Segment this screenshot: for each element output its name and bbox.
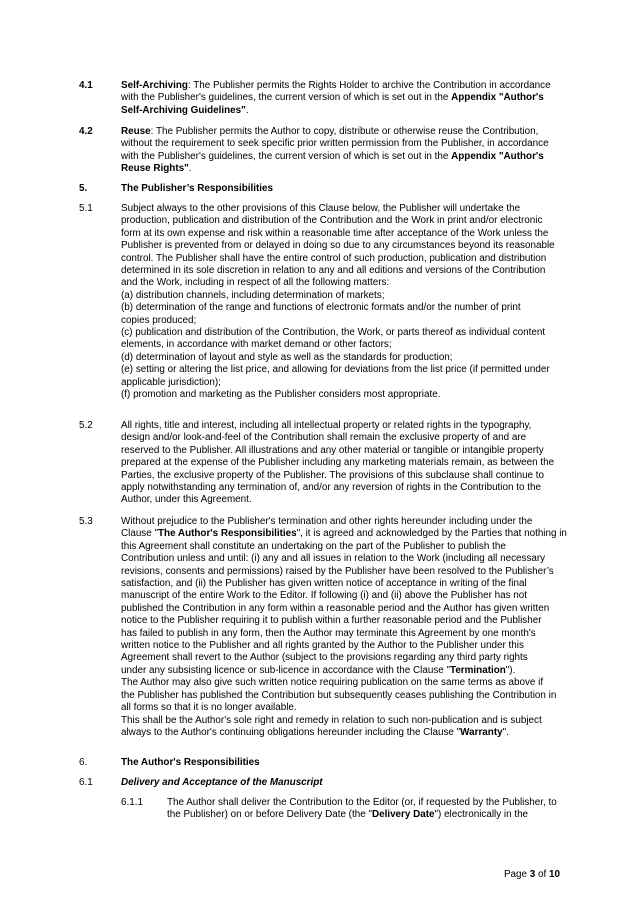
clause-heading: Self-Archiving [121, 80, 188, 91]
clause-body [121, 126, 563, 176]
page-number: 3 [529, 869, 536, 880]
clause-body [121, 80, 563, 117]
clause-line: All rights, title and interest, including all intellectual property or related rights in the typography, [121, 420, 532, 431]
clause-line: elements, in accordance with market demand or other factors; [121, 339, 392, 351]
clause-line: The Author shall deliver the Contribution to the Editor (or, if requested by the Publisher, to [167, 797, 557, 808]
clause-line: notice to the Publisher requiring it to publish within a further reasonable period and the Publisher [121, 615, 542, 627]
section-number: 6. [79, 757, 88, 768]
clause-body [121, 420, 563, 507]
clause-text: : The Publisher permits the Rights Holder to archive the Contribution in accordance [187, 80, 551, 91]
clause-text: under any subsisting licence or sub-licence in accordance with the Clause " [121, 664, 451, 676]
clause-line: (e) setting or altering the list price, and allowing for deviations from the list price (if permitted under [121, 364, 550, 376]
clause-line: control. The Publisher shall have the entire control of such production, publication and distribution [121, 252, 547, 264]
clause-line: Without prejudice to the Publisher's termination and other rights hereunder including under the [121, 516, 533, 527]
clause-text: with the Publisher's guidelines, the current version of which is set out in the [121, 92, 449, 104]
clause-line: (b) determination of the range and functions of electronic formats and/or the number of print [121, 302, 521, 314]
clause-line: determined in its sole discretion in relation to any and all editions and versions of the Contribution [121, 265, 546, 277]
clause-line: and the Work, including in respect of all the following matters: [121, 277, 390, 289]
clause-text: with the Publisher's guidelines, the current version of which is set out in the [121, 150, 449, 162]
clause-line: Subject always to the other provisions of this Clause below, the Publisher will undertake the [121, 203, 521, 214]
page-total: 10 [549, 869, 560, 880]
clause-number: 4.1 [79, 80, 93, 91]
clause-number: 5.3 [79, 516, 93, 527]
clause-line: (a) distribution channels, including determination of markets; [121, 289, 385, 301]
clause-text: without the requirement to seek specific prior written permission from the Publisher, in accordance [121, 138, 549, 150]
clause-line: This shall be the Author's sole right and remedy in relation to such non-publication and is subject [121, 714, 542, 726]
page-number-footer [504, 869, 560, 880]
clause-line: Parties, the exclusive property of the Publisher. The provisions of this subclause shall continue to [121, 469, 545, 481]
clause-line: copies produced; [121, 314, 197, 326]
clause-text: ", it is agreed and acknowledged by the Parties that nothing in [296, 528, 567, 540]
clause-heading: Reuse [121, 126, 151, 137]
clause-line: this Agreement shall constitute an undertaking on the part of the Publisher to publish the [121, 540, 506, 552]
clause-line: production, publication and distribution of the Contribution and the Work in print and/or electronic [121, 215, 543, 227]
clause-line: Publisher is prevented from or delayed in doing so due to any circumstances beyond its reasonable [121, 240, 555, 252]
clause-line: all forms so that it is no longer available. [121, 702, 297, 714]
clause-text: "). [505, 664, 516, 676]
of-label: of [538, 869, 547, 880]
clause-number: 4.2 [79, 126, 93, 137]
clause-line: written notice to the Publisher and all rights granted by the Author to the Publisher under this [121, 640, 524, 652]
clause-body [121, 516, 567, 739]
clause-line: apply notwithstanding any termination of, and/or any reversion of rights in the Contribution to the [121, 482, 541, 494]
appendix-reference: Reuse Rights" [121, 163, 189, 175]
clause-body [167, 797, 563, 822]
defined-term: Delivery Date [371, 809, 435, 821]
clause-line: (d) determination of layout and style as well as the standards for production; [121, 351, 453, 363]
clause-text: . [245, 104, 249, 116]
clause-line: the Publisher has published the Contribution but subsequently ceases publishing the Contribution in [121, 689, 557, 701]
clause-number: 6.1.1 [121, 797, 143, 808]
clause-reference: Termination [450, 664, 506, 676]
page-label: Page [503, 869, 528, 880]
clause-line: reserved to the Publisher. All illustrations and any other material or tangible or intangible property [121, 444, 544, 456]
clause-text: : The Publisher permits the Author to copy, distribute or otherwise reuse the Contribution, [150, 126, 539, 137]
clause-reference: Warranty [460, 726, 503, 738]
clause-line: Agreement shall revert to the Author (subject to the provisions regarding any third party rights [121, 652, 528, 664]
clause-line: satisfaction, and (ii) the Publisher has given written notice of acceptance in writing of the final [121, 578, 527, 590]
clause-line: has failed to publish in any form, then the Author may terminate this Agreement by one month's [121, 627, 536, 639]
clause-line: published the Contribution in any form within a reasonable period and the Author has given written [121, 602, 550, 614]
clause-line: revisions, consents and permissions) raised by the Publisher have been resolved to the Publisher’s [121, 565, 554, 577]
clause-text: always to the Author's continuing obligations hereunder including the Clause " [121, 726, 461, 738]
clause-number: 5.2 [79, 420, 93, 431]
clause-line: prepared at the expense of the Publisher including any marketing materials remain, as between the [121, 457, 555, 469]
clause-line: manuscript of the entire Work to the Editor. If following (i) and (ii) above the Publisher has not [121, 590, 527, 602]
clause-text: . [188, 163, 192, 175]
clause-text: ". [502, 726, 509, 738]
clause-line: applicable jurisdiction); [121, 376, 221, 388]
clause-line: form at its own expense and risk within a reasonable time after acceptance of the Work unless the [121, 227, 549, 239]
clause-line: design and/or look-and-feel of the Contribution shall remain the exclusive property of and are [121, 432, 527, 444]
clause-line: Author, under this Agreement. [121, 494, 252, 506]
clause-text: the Publisher) on or before Delivery Date (the " [167, 809, 372, 821]
appendix-reference: Self-Archiving Guidelines" [121, 104, 246, 116]
section-heading: The Publisher’s Responsibilities [121, 183, 274, 194]
clause-line: The Author may also give such written notice requiring publication on the same terms as above if [121, 677, 544, 689]
clause-number: 5.1 [79, 203, 93, 214]
clause-text: Clause " [121, 528, 158, 540]
appendix-reference: Appendix "Author's [451, 150, 544, 162]
section-heading: The Author's Responsibilities [121, 757, 260, 768]
clause-line: Contribution unless and until: (i) any and all issues in relation to the Work (including all necessary [121, 553, 546, 565]
section-number: 5. [79, 183, 88, 194]
clause-text: ") electronically in the [434, 809, 529, 821]
clause-line: (c) publication and distribution of the Contribution, the Work, or parts thereof as individual content [121, 327, 546, 339]
clause-number: 6.1 [79, 777, 93, 788]
clause-line: (f) promotion and marketing as the Publisher considers most appropriate. [121, 389, 441, 401]
clause-reference: The Author's Responsibilities [158, 528, 297, 540]
clause-body [121, 203, 563, 402]
appendix-reference: Appendix "Author's [451, 92, 544, 104]
clause-heading: Delivery and Acceptance of the Manuscript [121, 777, 323, 788]
